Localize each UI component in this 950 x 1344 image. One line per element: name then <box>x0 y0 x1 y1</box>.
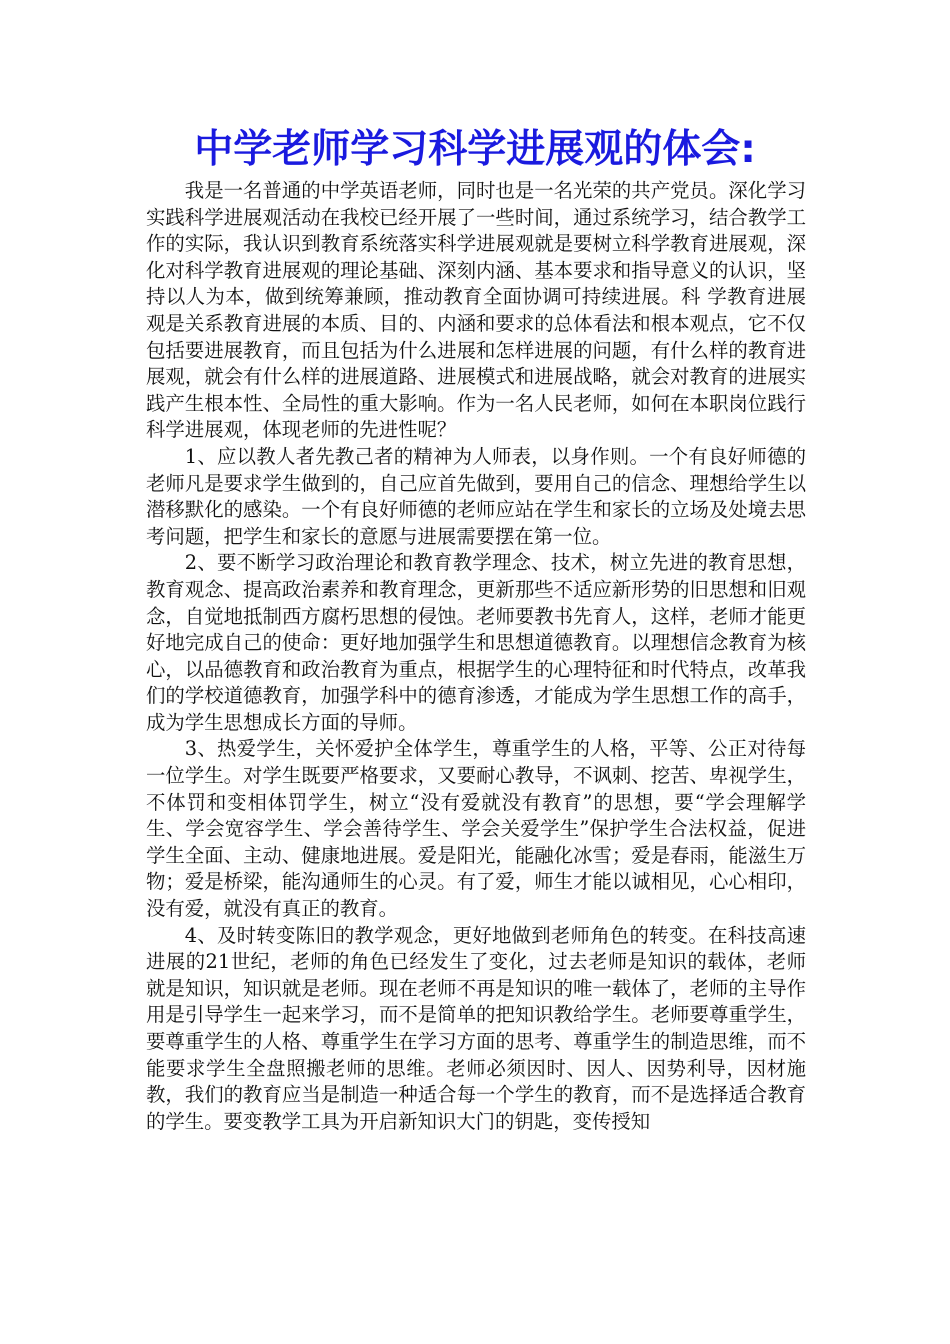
document-body <box>146 178 806 1135</box>
paragraph-point-4: 4、及时转变陈旧的教学观念，更好地做到老师角色的转变。在科技高速进展的21世纪，老师的角色已经发生了变化，过去老师是知识的载体，老师就是知识，知识就是老师。现在老师不再是知识的唯一载体了，老师的主导作用是引导学生一起来学习，而不是简单的把知识教给学生。老师要尊重学生，要尊重学生的人格、尊重学生在学习方面的思考、尊重学生的制造思维，而不能要求学生全盘照搬老师的思维。老师必须因时、因人、因势利导，因材施教，我们的教育应当是制造一种适合每一个学生的教育，而不是选择适合教育的学生。要变教学工具为开启新知识大门的钥匙，变传授知 <box>146 923 806 1133</box>
document-title: 中学老师学习科学进展观的体会: <box>194 127 756 172</box>
paragraph-point-2: 2、要不断学习政治理论和教育教学理念、技术，树立先进的教育思想，教育观念、提高政治素养和教育理念，更新那些不适应新形势的旧思想和旧观念，自觉地抵制西方腐朽思想的侵蚀。老师要教书先育人，这样，老师才能更好地完成自己的使命：更好地加强学生和思想道德教育。以理想信念教育为核心，以品德教育和政治教育为重点，根据学生的心理特征和时代特点，改革我们的学校道德教育，加强学科中的德育渗透，才能成为学生思想工作的高手，成为学生思想成长方面的导师。 <box>146 551 806 734</box>
paragraph-intro: 我是一名普通的中学英语老师，同时也是一名光荣的共产党员。深化学习实践科学进展观活动在我校已经开展了一些时间，通过系统学习，结合教学工作的实际，我认识到教育系统落实科学进展观就是要树立科学教育进展观，深化对科学教育进展观的理论基础、深刻内涵、基本要求和指导意义的认识，坚持以人为本，做到统筹兼顾，推动教育全面协调可持续进展。科 学教育进展观是关系教育进展的本质、目的、内涵和要求的总体看法和根本观点，它不仅包括要进展教育，而且包括为什么进展和怎样进展的问题，有什么样的教育进展观，就会有什么样的进展道路、进展模式和进展战略，就会对教育的进展实践产生根本性、全局性的重大影响。作为一名人民老师，如何在本职岗位践行科学进展观，体现老师的先进性呢？ <box>146 179 806 442</box>
paragraph-point-1: 1、应以教人者先教己者的精神为人师表，以身作则。一个有良好师德的老师凡是要求学生做到的，自己应首先做到，要用自己的信念、理想给学生以潜移默化的感染。一个有良好师德的老师应站在学生和家长的立场及处境去思考问题，把学生和家长的意愿与进展需要摆在第一位。 <box>146 444 806 548</box>
paragraph-point-3: 3、热爱学生，关怀爱护全体学生，尊重学生的人格，平等、公正对待每一位学生。对学生既要严格要求，又要耐心教导，不讽刺、挖苦、卑视学生，不体罚和变相体罚学生，树立“没有爱就没有教育”的思想，要“学会理解学生、学会宽容学生、学会善待学生、学会关爱学生”保护学生合法权益，促进学生全面、主动、健康地进展。爱是阳光，能融化冰雪；爱是春雨，能滋生万物；爱是桥梁，能沟通师生的心灵。有了爱，师生才能以诚相见，心心相印，没有爱，就没有真正的教育。 <box>146 737 806 921</box>
